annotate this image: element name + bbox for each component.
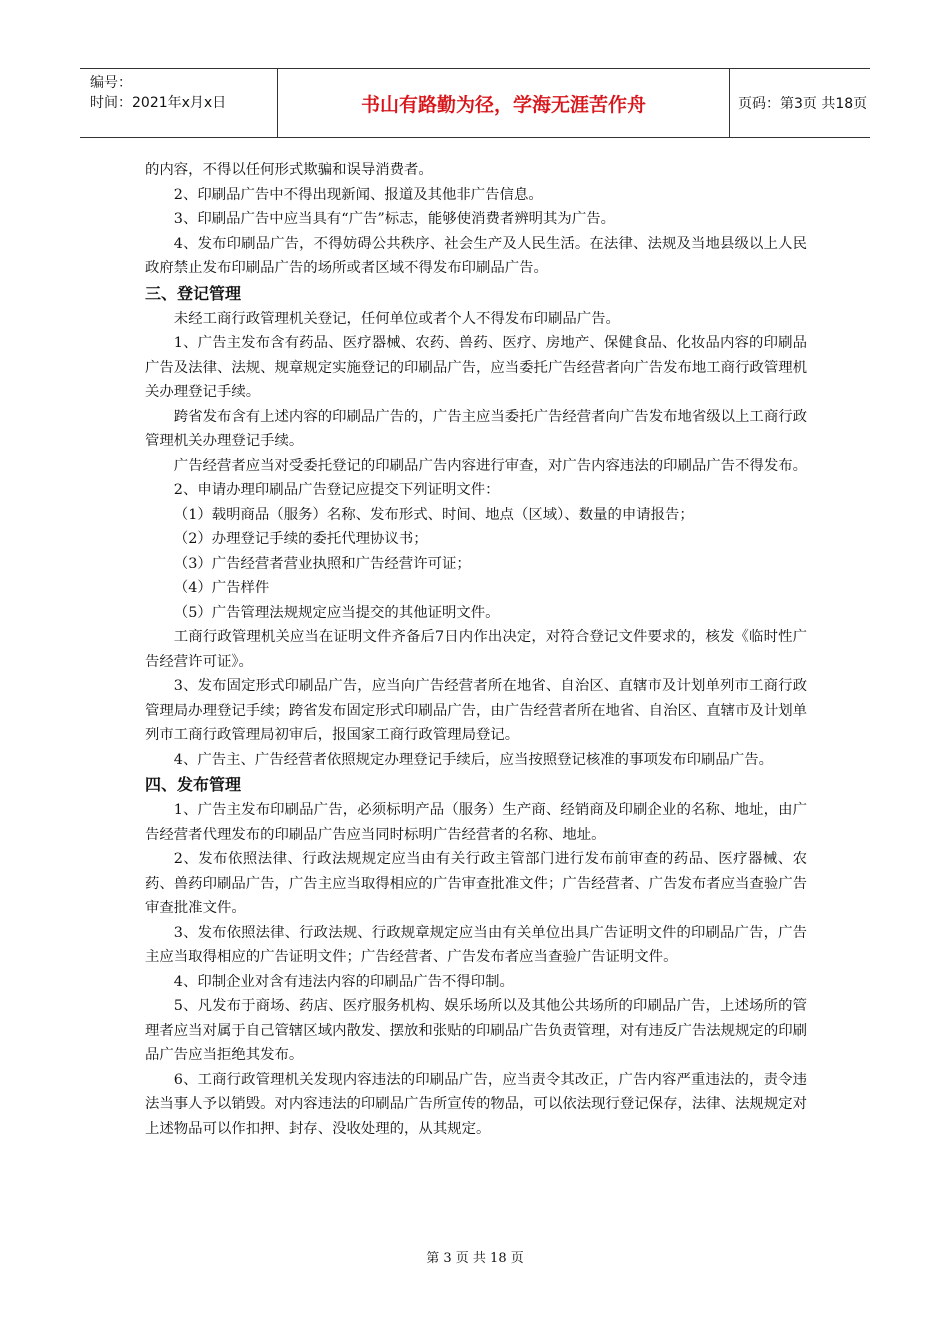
body-paragraph: 工商行政管理机关应当在证明文件齐备后7日内作出决定，对符合登记文件要求的，核发《临时性广告经营许可证》。 [145, 629, 807, 670]
section-heading: 三、登记管理 [145, 283, 242, 303]
document-time-label: 时间：2021年x月x日 [90, 95, 227, 111]
body-paragraph: 的内容，不得以任何形式欺骗和误导消费者。 [145, 162, 433, 178]
body-paragraph: （3）广告经营者营业执照和广告经营许可证； [173, 555, 471, 572]
body-paragraph: （2）办理登记手续的委托代理协议书； [173, 531, 428, 547]
header-page-info: 页码：第3页 共18页 [738, 96, 868, 112]
body-paragraph: 2、发布依照法律、行政法规规定应当由有关行政主管部门进行发布前审查的药品、医疗器械、农药、兽药印刷品广告，广告主应当取得相应的广告审查批准文件；广告经营者、广告发布者应当查验广告审查批准文件。 [145, 851, 807, 916]
header-left-cell [80, 69, 278, 137]
page-footer: 第 3 页 共 18 页 [426, 1251, 524, 1266]
section-heading: 四、发布管理 [145, 775, 242, 794]
header-motto: 书山有路勤为径，学海无涯苦作舟 [278, 69, 730, 137]
body-paragraph: 2、印刷品广告中不得出现新闻、报道及其他非广告信息。 [173, 186, 543, 203]
body-paragraph: 4、发布印刷品广告，不得妨碍公共秩序、社会生产及人民生活。在法律、法规及当地县级以上人民政府禁止发布印刷品广告的场所或者区域不得发布印刷品广告。 [145, 235, 807, 276]
body-paragraph: 4、印制企业对含有违法内容的印刷品广告不得印制。 [173, 973, 514, 990]
body-paragraph: （1）载明商品（服务）名称、发布形式、时间、地点（区域）、数量的申请报告； [173, 506, 694, 523]
page-header [80, 68, 870, 138]
body-paragraph: 3、发布固定形式印刷品广告，应当向广告经营者所在地省、自治区、直辖市及计划单列市工商行政管理局办理登记手续；跨省发布固定形式印刷品广告，由广告经营者所在地省、自治区、直辖市及计划单列市工商行政管理局初审后，报国家工商行政管理局登记。 [145, 678, 807, 743]
body-paragraph: 1、广告主发布含有药品、医疗器械、农药、兽药、医疗、房地产、保健食品、化妆品内容的印刷品广告及法律、法规、规章规定实施登记的印刷品广告，应当委托广告经营者向广告发布地工商行政管理机关办理登记手续。 [145, 335, 807, 400]
document-number-label: 编号： [90, 75, 132, 91]
body-paragraph: 2、申请办理印刷品广告登记应提交下列证明文件： [173, 482, 500, 498]
body-paragraph: 1、广告主发布印刷品广告，必须标明产品（服务）生产商、经销商及印刷企业的名称、地址，由广告经营者代理发布的印刷品广告应当同时标明广告经营者的名称、地址。 [145, 802, 807, 843]
body-paragraph: 5、凡发布于商场、药店、医疗服务机构、娱乐场所以及其他公共场所的印刷品广告，上述场所的管理者应当对属于自己管辖区域内散发、摆放和张贴的印刷品广告负责管理，对有违反广告法规规定的印刷品广告应当拒绝其发布。 [145, 998, 807, 1063]
body-paragraph: （4）广告样件 [173, 580, 270, 596]
body-paragraph: 广告经营者应当对受委托登记的印刷品广告内容进行审查，对广告内容违法的印刷品广告不得发布。 [173, 457, 807, 474]
document-body [145, 158, 807, 1141]
body-paragraph: 3、发布依照法律、行政法规、行政规章规定应当由有关单位出具广告证明文件的印刷品广告，广告主应当取得相应的广告证明文件；广告经营者、广告发布者应当查验广告证明文件。 [145, 924, 807, 965]
body-paragraph: 跨省发布含有上述内容的印刷品广告的，广告主应当委托广告经营者向广告发布地省级以上工商行政管理机关办理登记手续。 [145, 408, 807, 449]
body-paragraph: 6、工商行政管理机关发现内容违法的印刷品广告，应当责令其改正，广告内容严重违法的，责令违法当事人予以销毁。对内容违法的印刷品广告所宣传的物品，可以依法现行登记保存，法律、法规规定对上述物品可以作扣押、封存、没收处理的，从其规定。 [145, 1071, 807, 1137]
body-paragraph: （5）广告管理法规规定应当提交的其他证明文件。 [173, 604, 500, 621]
body-paragraph: 3、印刷品广告中应当具有“广告”标志，能够使消费者辨明其为广告。 [173, 211, 615, 227]
body-paragraph: 4、广告主、广告经营者依照规定办理登记手续后，应当按照登记核准的事项发布印刷品广告。 [173, 751, 773, 768]
body-paragraph: 未经工商行政管理机关登记，任何单位或者个人不得发布印刷品广告。 [173, 310, 620, 327]
